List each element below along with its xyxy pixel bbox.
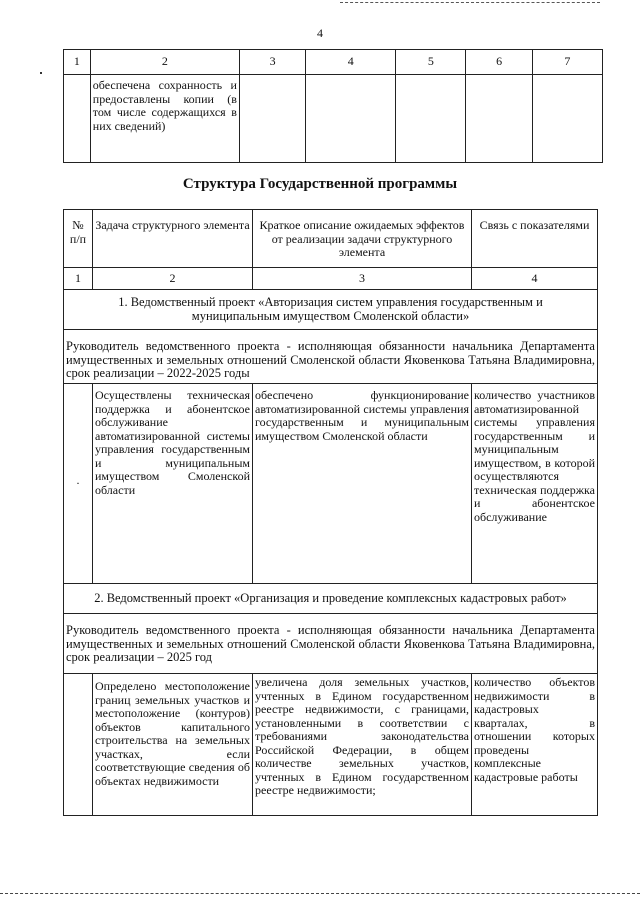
project1-title: 1. Ведомственный проект «Авторизация систем управления государственным и муниципальным имуществом Смоленской области» <box>64 290 598 330</box>
section-title: Структура Государственной программы <box>182 176 458 192</box>
header-task: Задача структурного элемента <box>93 210 253 268</box>
project2-lead: Руководитель ведомственного проекта - исполняющая обязанности начальника Департамента имущественных и земельных отношений Смоленской области Яковенкова Татьяна Владимировна, срок реализации – 2025 год <box>64 614 598 674</box>
num-3: 3 <box>253 268 472 290</box>
top-table-header-row <box>64 50 603 75</box>
project1-lead: Руководитель ведомственного проекта - исполняющая обязанности начальника Департамента имущественных и земельных отношений Смоленской области Яковенкова Татьяна Владимировна, срок реализации – 2022-2025 годы <box>64 330 598 384</box>
project1-title-row <box>64 290 598 330</box>
top-col-4: 4 <box>306 50 396 75</box>
top-cell-6 <box>466 75 532 163</box>
top-cell-4 <box>306 75 396 163</box>
top-col-5: 5 <box>396 50 466 75</box>
top-table-row <box>64 75 603 163</box>
project1-data-row <box>64 384 598 584</box>
header-num: № п/п <box>64 210 93 268</box>
page-number: 4 <box>317 26 323 40</box>
top-table <box>63 49 603 163</box>
num-2: 2 <box>93 268 253 290</box>
project2-lead-row <box>64 614 598 674</box>
scan-speck <box>40 72 42 74</box>
project2-indicator: количество объектов недвижимости в кадастровых кварталах, в отношении которых проведены комплексные кадастровые работы <box>472 674 598 816</box>
structure-table <box>63 209 598 816</box>
top-cell-7 <box>532 75 602 163</box>
scan-top-edge <box>340 2 600 4</box>
top-col-3: 3 <box>239 50 305 75</box>
project1-effect: обеспечено функционирование автоматизированной системы управления государственным и муниципальным имуществом Смоленской области <box>253 384 472 584</box>
top-col-7: 7 <box>532 50 602 75</box>
num-1: 1 <box>64 268 93 290</box>
top-cell-5 <box>396 75 466 163</box>
num-4: 4 <box>472 268 598 290</box>
top-col-2: 2 <box>90 50 239 75</box>
top-cell-2: обеспечена сохранность и предоставлены копии (в том числе содержащихся в них сведений) <box>90 75 239 163</box>
project2-task: Определено местоположение границ земельных участков и местоположение (контуров) объектов капитального строительства на земельных участках, если соответствующие сведения об объектах недвижимости <box>93 674 253 816</box>
top-cell-1 <box>64 75 91 163</box>
project2-title-row <box>64 584 598 614</box>
project1-num: · <box>64 384 93 584</box>
header-effect: Краткое описание ожидаемых эффектов от реализации задачи структурного элемента <box>253 210 472 268</box>
scan-bottom-edge <box>0 893 640 895</box>
project2-title: 2. Ведомственный проект «Организация и проведение комплексных кадастровых работ» <box>64 584 598 614</box>
top-col-1: 1 <box>64 50 91 75</box>
top-col-6: 6 <box>466 50 532 75</box>
project1-indicator: количество участников автоматизированной системы управления государственным и муниципальным имуществом, в которой осуществляются техническая поддержка и абонентское обслуживание <box>472 384 598 584</box>
project1-lead-row <box>64 330 598 384</box>
project1-task: Осуществлены техническая поддержка и абонентское обслуживание автоматизированной системы управления государственным и муниципальным имуществом Смоленской области <box>93 384 253 584</box>
project2-effect: увеличена доля земельных участков, учтенных в Едином государственном реестре недвижимости, с границами, установленными в соответствии с требованиями законодательства Российской Федерации, в общем количестве земельных участков, учтенных в Едином государственном реестре недвижимости; <box>253 674 472 816</box>
project2-num <box>64 674 93 816</box>
structure-header-row <box>64 210 598 268</box>
column-number-row <box>64 268 598 290</box>
header-indicator: Связь с показателями <box>472 210 598 268</box>
top-cell-3 <box>239 75 305 163</box>
project2-data-row <box>64 674 598 816</box>
